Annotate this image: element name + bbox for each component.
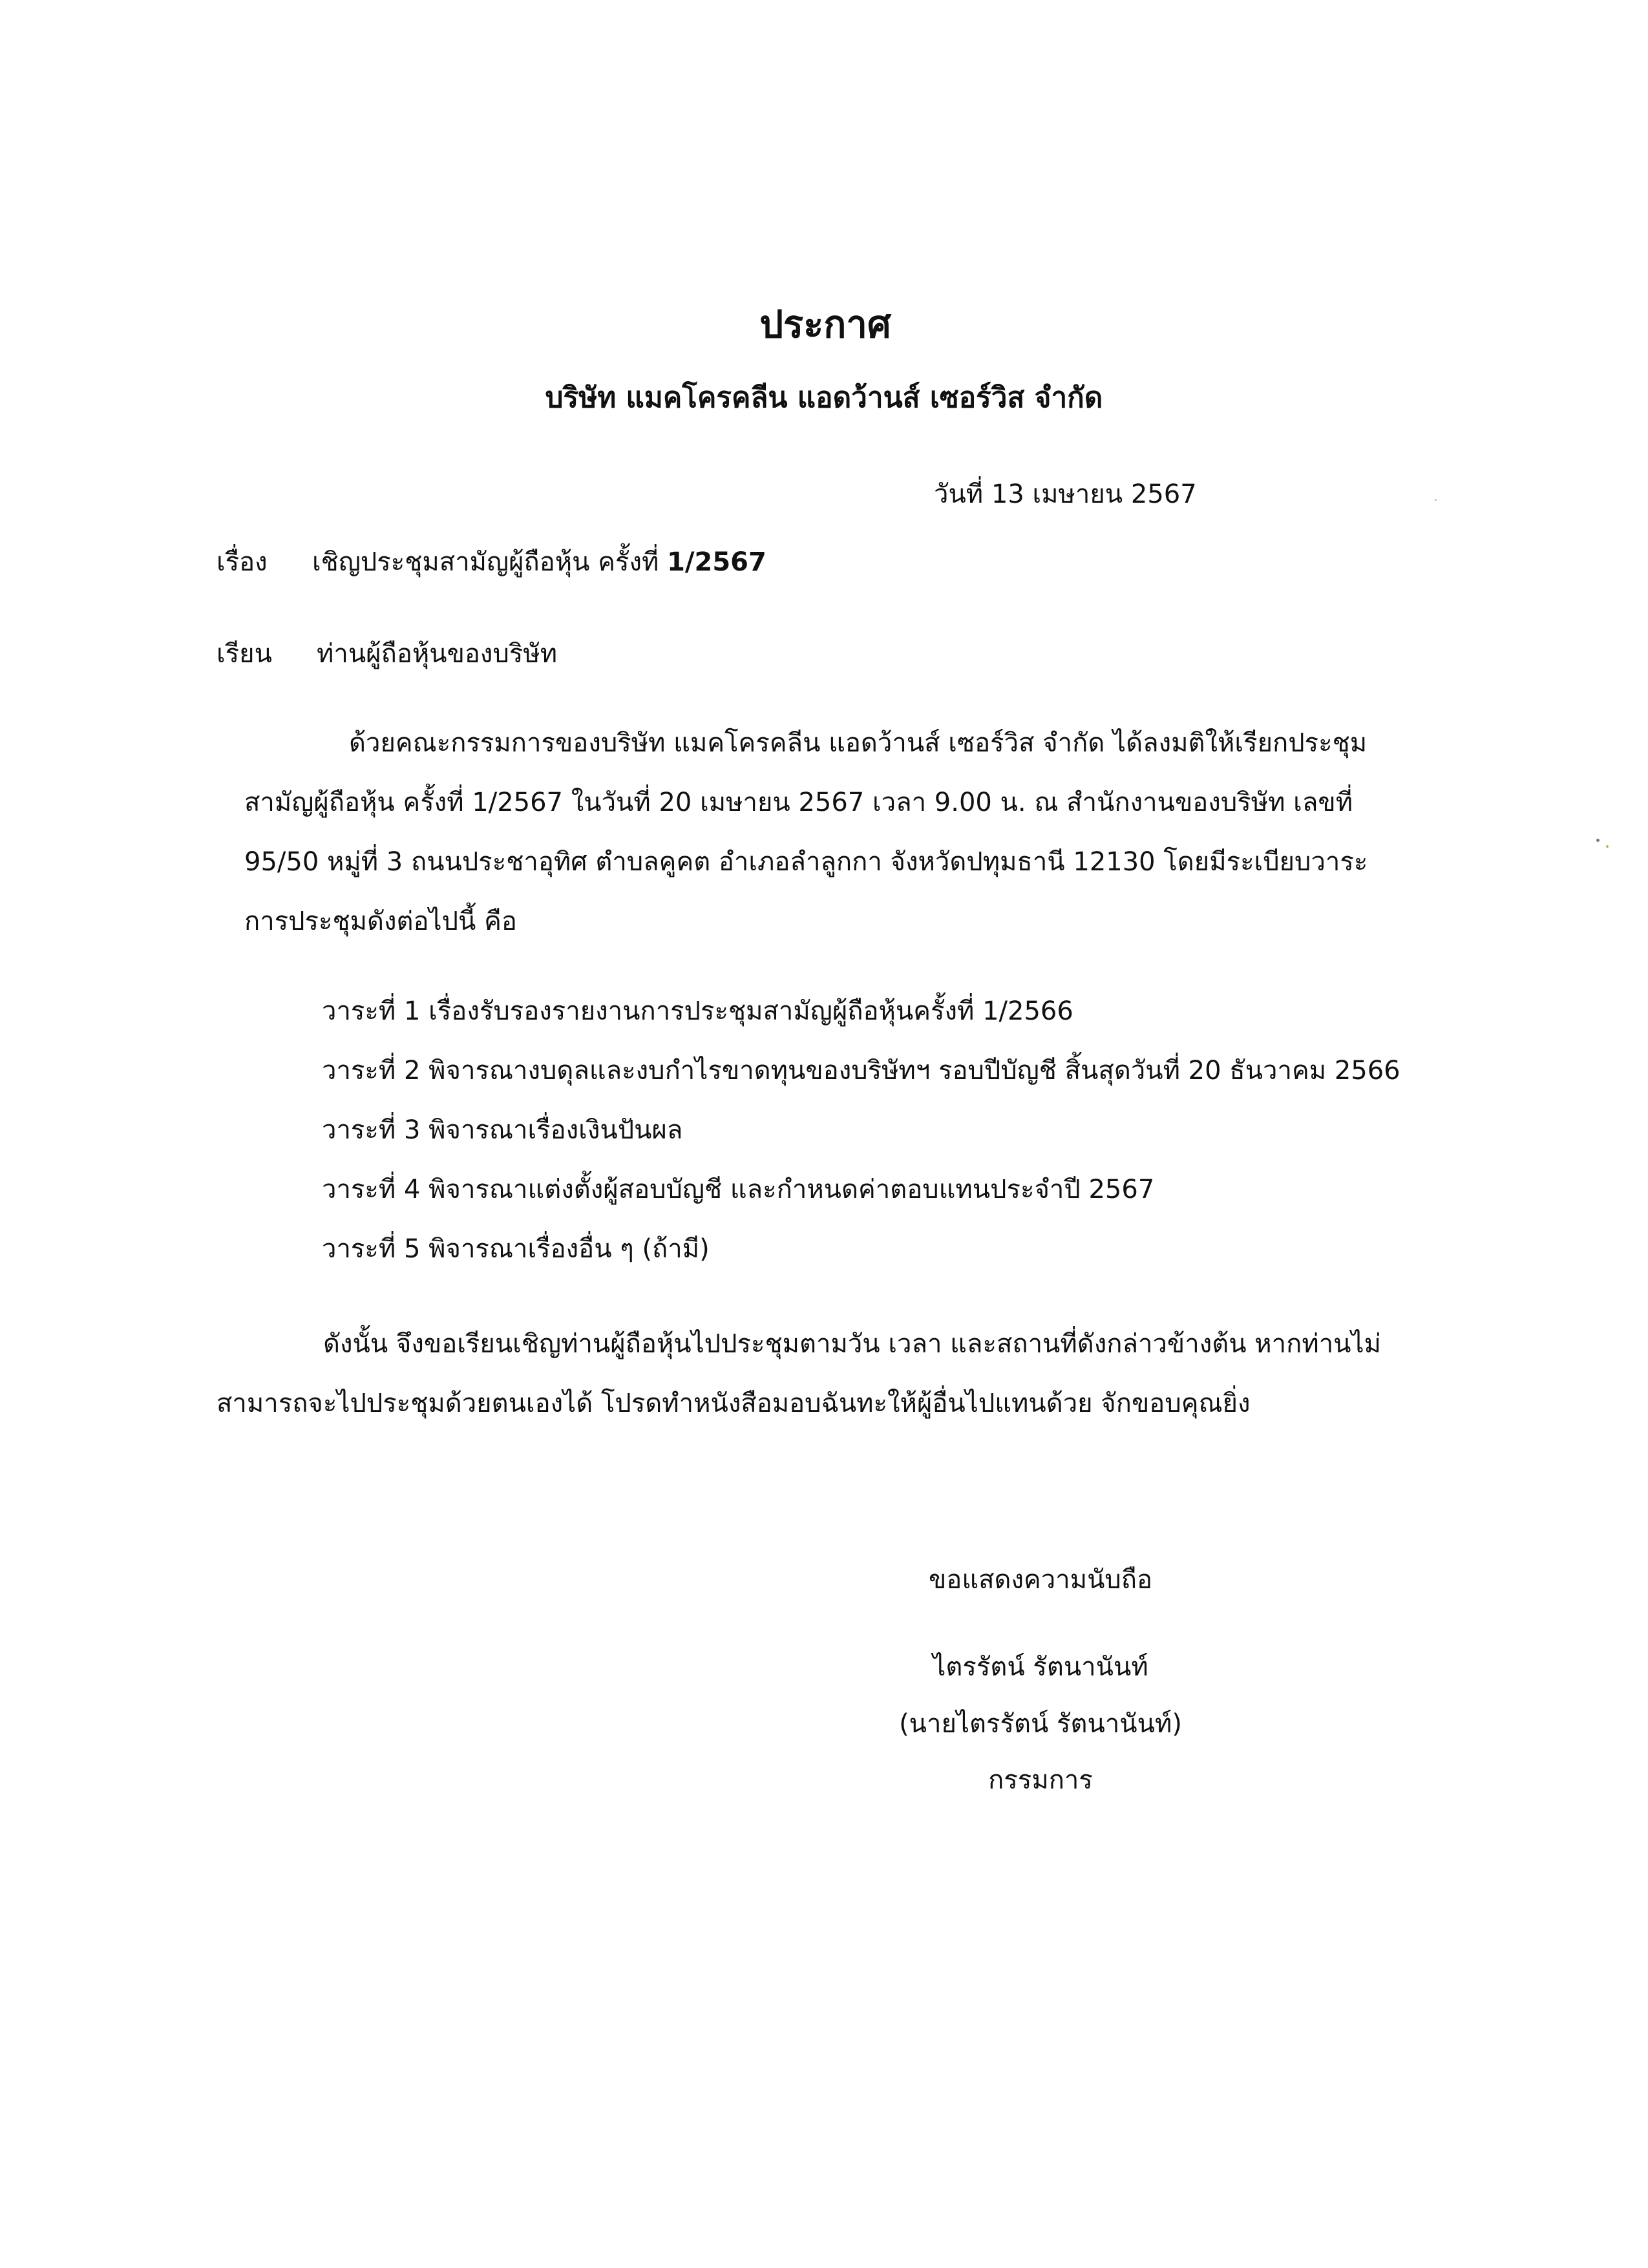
subject-label: เรื่อง (217, 547, 268, 577)
scan-speck (1606, 845, 1609, 848)
addressee-label: เรียน (217, 639, 272, 669)
subject-text: เชิญประชุมสามัญผู้ถือหุ้น ครั้งที่ (312, 547, 668, 577)
body-line-4: การประชุมดังต่อไปนี้ คือ (244, 907, 517, 936)
company-name: บริษัท แมคโครคลีน แอดว้านส์ เซอร์วิส จำกัด (545, 381, 1103, 414)
agenda-item-2: วาระที่ 2 พิจารณางบดุลและงบกำไรขาดทุนของบริษัทฯ รอบปีบัญชี สิ้นสุดวันที่ 20 ธันวาคม 2566 (322, 1056, 1400, 1086)
announcement-title: ประกาศ (759, 302, 891, 346)
closing-line-2: สามารถจะไปประชุมด้วยตนเองได้ โปรดทำหนังสือมอบฉันทะให้ผู้อื่นไปแทนด้วย จักขอบคุณยิ่ง (217, 1389, 1251, 1418)
body-line-3: 95/50 หมู่ที่ 3 ถนนประชาอุทิศ ตำบลคูคต อำเภอลำลูกกา จังหวัดปทุมธานี 12130 โดยมีระเบียบวาระ (244, 847, 1368, 877)
full-name: (นายไตรรัตน์ รัตนานันท์) (899, 1709, 1182, 1739)
addressee-text: ท่านผู้ถือหุ้นของบริษัท (317, 639, 558, 669)
subject-line (217, 549, 766, 575)
agenda-item-1: วาระที่ 1 เรื่องรับรองรายงานการประชุมสามัญผู้ถือหุ้นครั้งที่ 1/2566 (322, 996, 1073, 1026)
position-title: กรรมการ (988, 1765, 1093, 1795)
closing-line-1: ดังนั้น จึงขอเรียนเชิญท่านผู้ถือหุ้นไปประชุมตามวัน เวลา และสถานที่ดังกล่าวข้างต้น หากท่านไม่ (323, 1329, 1381, 1359)
scan-speck (1435, 499, 1437, 501)
body-line-2: สามัญผู้ถือหุ้น ครั้งที่ 1/2567 ในวันที่ 20 เมษายน 2567 เวลา 9.00 น. ณ สำนักงานของบริษัท เลขที่ (244, 788, 1353, 817)
signed-name: ไตรรัตน์ รัตนานันท์ (933, 1652, 1148, 1682)
subject-number: 1/2567 (667, 547, 766, 577)
date-line: วันที่ 13 เมษายน 2567 (934, 479, 1197, 509)
agenda-item-3: วาระที่ 3 พิจารณาเรื่องเงินปันผล (322, 1115, 683, 1145)
body-line-1: ด้วยคณะกรรมการของบริษัท แมคโครคลีน แอดว้านส์ เซอร์วิส จำกัด ได้ลงมติให้เรียกประชุม (349, 728, 1368, 758)
addressee-line (217, 641, 557, 667)
agenda-item-5: วาระที่ 5 พิจารณาเรื่องอื่น ๆ (ถ้ามี) (322, 1234, 710, 1264)
agenda-item-4: วาระที่ 4 พิจารณาแต่งตั้งผู้สอบบัญชี และกำหนดค่าตอบแทนประจำปี 2567 (322, 1175, 1155, 1204)
scan-speck (1596, 839, 1600, 842)
regards-text: ขอแสดงความนับถือ (928, 1565, 1153, 1595)
